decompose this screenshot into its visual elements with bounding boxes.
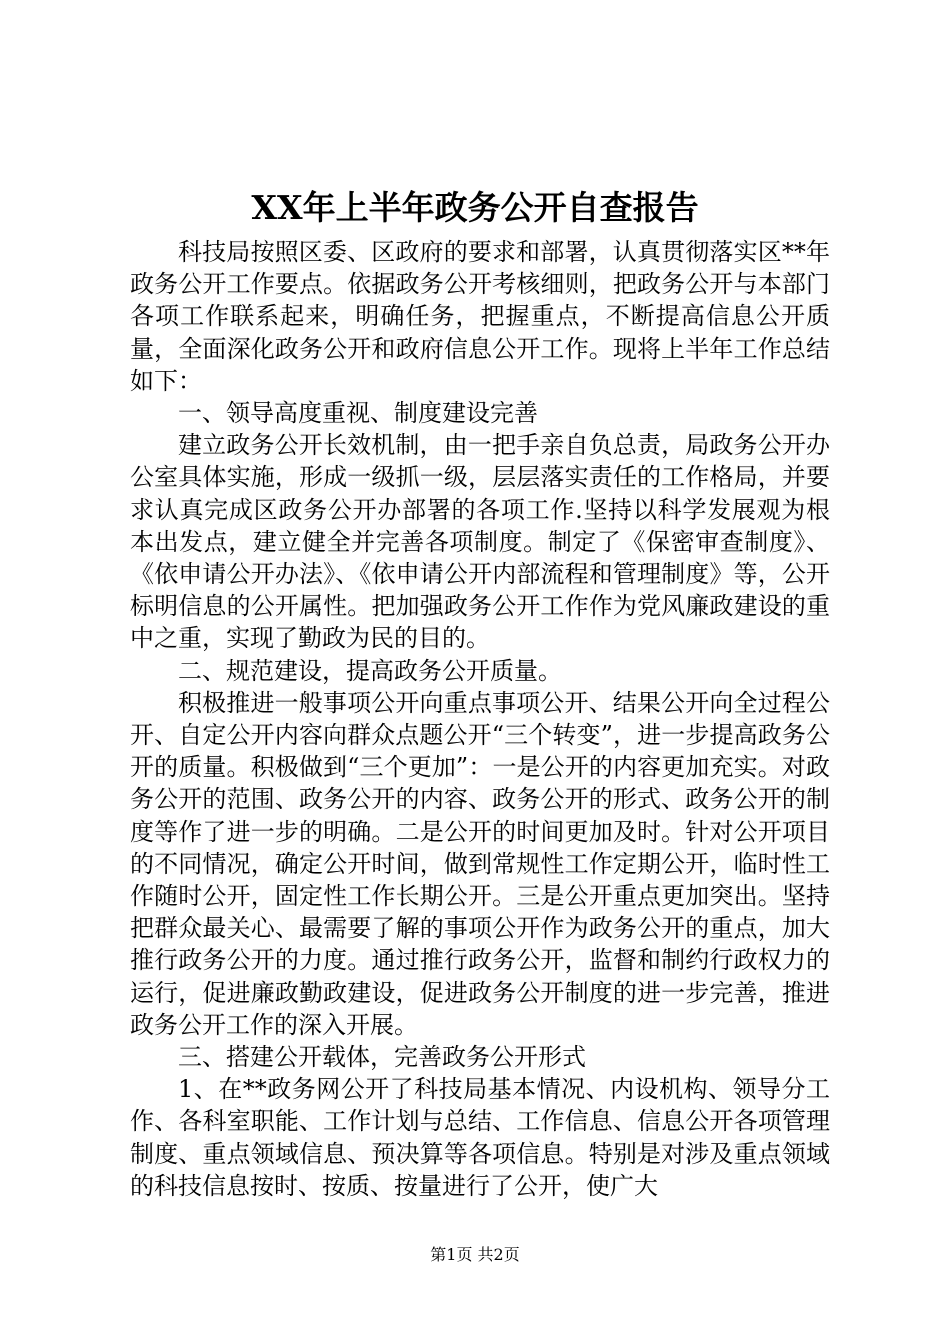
document-body <box>130 236 830 1202</box>
section-heading-1: 一、领导高度重视、制度建设完善 <box>178 399 538 428</box>
section-heading-2: 二、规范建设，提高政务公开质量。 <box>178 656 562 685</box>
section-heading-3: 三、搭建公开载体，完善政务公开形式 <box>178 1043 586 1072</box>
paragraph-section-1: 建立政务公开长效机制，由一把手亲自负总责，局政务公开办公室具体实施，形成一级抓一级，层层落实责任的工作格局，并要求认真完成区政务公开办部署的各项工作.坚持以科学发展观为根本出发点，建立健全并完善各项制度。制定了《保密审查制度》、《依申请公开办法》、《依申请公开内部流程和管理制度》等，公开标明信息的公开属性。把加强政务公开工作作为党风廉政建设的重中之重，实现了勤政为民的目的。 <box>130 431 830 653</box>
document-title: XX年上半年政务公开自查报告 <box>251 188 699 227</box>
paragraph-intro: 科技局按照区委、区政府的要求和部署，认真贯彻落实区**年政务公开工作要点。依据政务公开考核细则，把政务公开与本部门各项工作联系起来，明确任务，把握重点，不断提高信息公开质量，全面深化政务公开和政府信息公开工作。现将上半年工作总结如下： <box>130 238 830 395</box>
page-footer: 第1页 共2页 <box>430 1245 520 1264</box>
paragraph-section-2: 积极推进一般事项公开向重点事项公开、结果公开向全过程公开、自定公开内容向群众点题公开“三个转变”，进一步提高政务公开的质量。积极做到“三个更加”：一是公开的内容更加充实。对政务公开的范围、政务公开的内容、政务公开的形式、政务公开的制度等作了进一步的明确。二是公开的时间更加及时。针对公开项目的不同情况，确定公开时间，做到常规性工作定期公开，临时性工作随时公开，固定性工作长期公开。三是公开重点更加突出。坚持把群众最关心、最需要了解的事项公开作为政务公开的重点，加大推行政务公开的力度。通过推行政务公开，监督和制约行政权力的运行，促进廉政勤政建设，促进政务公开制度的进一步完善，推进政务公开工作的深入开展。 <box>130 688 830 1039</box>
paragraph-section-3-item-1: 1、在**政务网公开了科技局基本情况、内设机构、领导分工作、各科室职能、工作计划与总结、工作信息、信息公开各项管理制度、重点领域信息、预决算等各项信息。特别是对涉及重点领域的科技信息按时、按质、按量进行了公开，使广大 <box>130 1075 830 1200</box>
